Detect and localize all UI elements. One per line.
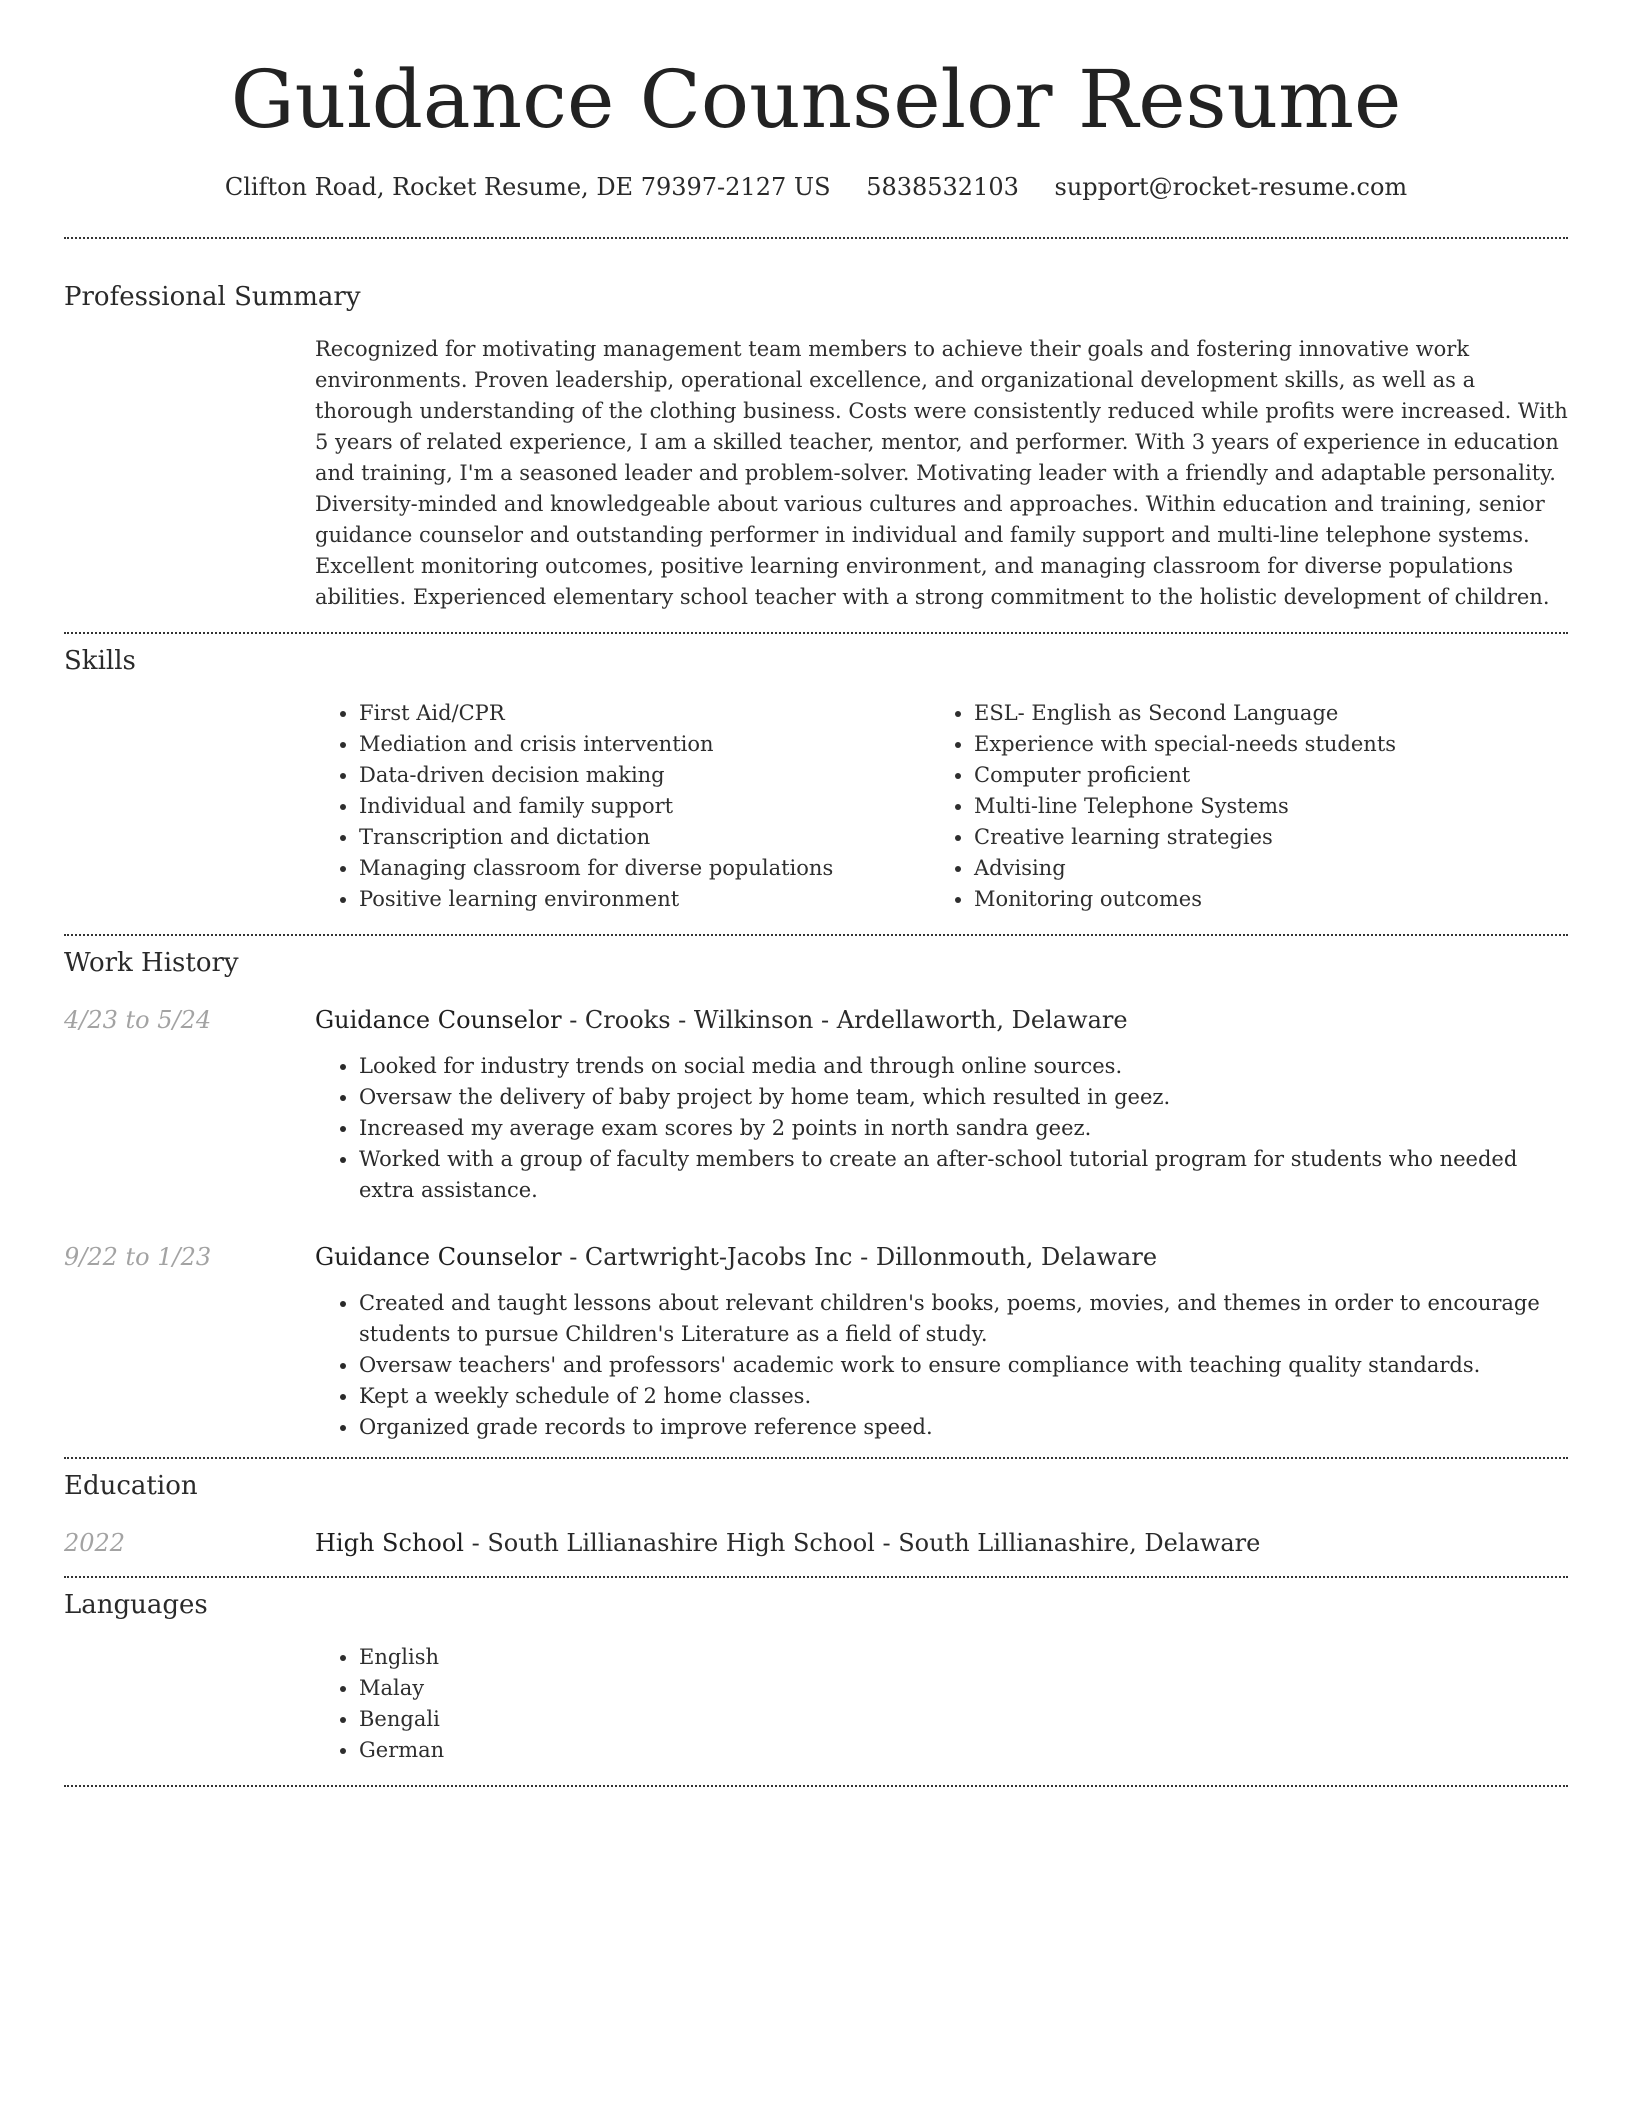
work-section — [64, 936, 1568, 1443]
languages-content — [315, 1642, 1568, 1766]
language-item: • German — [359, 1735, 1568, 1766]
job-bullet: • Created and taught lessons about relevant children's books, poems, movies, and themes in order to encourage students to pursue Children's Literature as a field of study. — [359, 1288, 1568, 1350]
resume-title: Guidance Counselor Resume — [230, 53, 1402, 146]
summary-section — [64, 239, 1568, 613]
job-entry — [64, 1240, 1568, 1443]
summary-text: Recognized for motivating management team members to achieve their goals and fostering innovative work environments. Proven leadership, operational excellence, and organizational development skills, as well as a thorough understanding of the clothing business. Costs were consistently reduced while profits were increased. With 5 years of related experience, I am a skilled teacher, mentor, and performer. With 3 years of experience in education and training, I'm a seasoned leader and problem-solver. Motivating leader with a friendly and adaptable personality. Diversity-minded and knowledgeable about various cultures and approaches. Within education and training, senior guidance counselor and outstanding performer in individual and family support and multi-line telephone systems. Excellent monitoring outcomes, positive learning environment, and managing classroom for diverse populations abilities. Experienced elementary school teacher with a strong commitment to the holistic development of children. — [315, 337, 1568, 609]
job-heading — [315, 1003, 1568, 1037]
skills-heading: Skills — [64, 646, 136, 676]
summary-heading: Professional Summary — [64, 282, 361, 312]
job-bullet: • Organized grade records to improve reference speed. — [359, 1412, 1568, 1443]
resume-page — [64, 0, 1568, 1787]
languages-list — [315, 1642, 1568, 1766]
job-entry — [64, 1003, 1568, 1206]
education-year: 2022 — [64, 1529, 126, 1557]
divider — [64, 1785, 1568, 1787]
contact-line — [64, 170, 1568, 204]
skill-item: • Individual and family support — [359, 791, 930, 822]
work-heading: Work History — [64, 948, 239, 978]
skills-column-right — [930, 698, 1545, 915]
job-body — [315, 1240, 1568, 1443]
languages-section — [64, 1578, 1568, 1766]
job-role: Guidance Counselor — [315, 1006, 562, 1034]
job-body — [315, 1003, 1568, 1206]
job-dates: 4/23 to 5/24 — [64, 1006, 212, 1034]
job-dates: 9/22 to 1/23 — [64, 1243, 212, 1271]
language-item: • Bengali — [359, 1704, 1568, 1735]
education-heading: Education — [64, 1471, 198, 1501]
skill-item: • Mediation and crisis intervention — [359, 729, 930, 760]
job-employer: - Cartwright-Jacobs Inc - Dillonmouth, Delaware — [561, 1243, 1158, 1271]
job-bullet: • Looked for industry trends on social media and through online sources. — [359, 1051, 1568, 1082]
language-item: • English — [359, 1642, 1568, 1673]
job-bullet: • Worked with a group of faculty members to create an after-school tutorial program for students who needed extra assistance. — [359, 1144, 1568, 1206]
languages-heading: Languages — [64, 1590, 208, 1620]
skills-list-left — [315, 698, 930, 915]
job-employer: - Crooks - Wilkinson - Ardellaworth, Delaware — [561, 1006, 1128, 1034]
job-bullet: • Oversaw the delivery of baby project by home team, which resulted in geez. — [359, 1082, 1568, 1113]
job-heading — [315, 1240, 1568, 1274]
skill-item: • Transcription and dictation — [359, 822, 930, 853]
skill-item: • Creative learning strategies — [974, 822, 1545, 853]
education-school: - South Lillianashire High School - South Lillianashire, Delaware — [463, 1529, 1261, 1557]
job-role: Guidance Counselor — [315, 1243, 562, 1271]
education-degree: High School — [315, 1529, 464, 1557]
skill-item: • Advising — [974, 853, 1545, 884]
skills-content — [315, 698, 1568, 915]
job-bullet: • Increased my average exam scores by 2 points in north sandra geez. — [359, 1113, 1568, 1144]
education-entry — [64, 1526, 1568, 1560]
skill-item: • Managing classroom for diverse populations — [359, 853, 930, 884]
job-bullets — [315, 1051, 1568, 1206]
contact-email: support@rocket-resume.com — [1054, 173, 1408, 201]
job-bullet: • Oversaw teachers' and professors' academic work to ensure compliance with teaching quality standards. — [359, 1350, 1568, 1381]
language-item: • Malay — [359, 1673, 1568, 1704]
job-bullet: • Kept a weekly schedule of 2 home classes. — [359, 1381, 1568, 1412]
skills-section — [64, 634, 1568, 915]
skill-item: • Monitoring outcomes — [974, 884, 1545, 915]
skill-item: • Data-driven decision making — [359, 760, 930, 791]
skill-item: • Multi-line Telephone Systems — [974, 791, 1545, 822]
job-bullets — [315, 1288, 1568, 1443]
skill-item: • First Aid/CPR — [359, 698, 930, 729]
education-heading-line — [315, 1526, 1568, 1560]
education-body — [315, 1526, 1568, 1560]
skill-item: • Experience with special-needs students — [974, 729, 1545, 760]
skill-item: • Computer proficient — [974, 760, 1545, 791]
contact-phone: 5838532103 — [866, 173, 1019, 201]
contact-address: Clifton Road, Rocket Resume, DE 79397-2127 US — [224, 173, 831, 201]
summary-content — [315, 334, 1568, 613]
skills-list-right — [930, 698, 1545, 915]
education-section — [64, 1459, 1568, 1560]
skills-column-left — [315, 698, 930, 915]
skill-item: • ESL- English as Second Language — [974, 698, 1545, 729]
skill-item: • Positive learning environment — [359, 884, 930, 915]
